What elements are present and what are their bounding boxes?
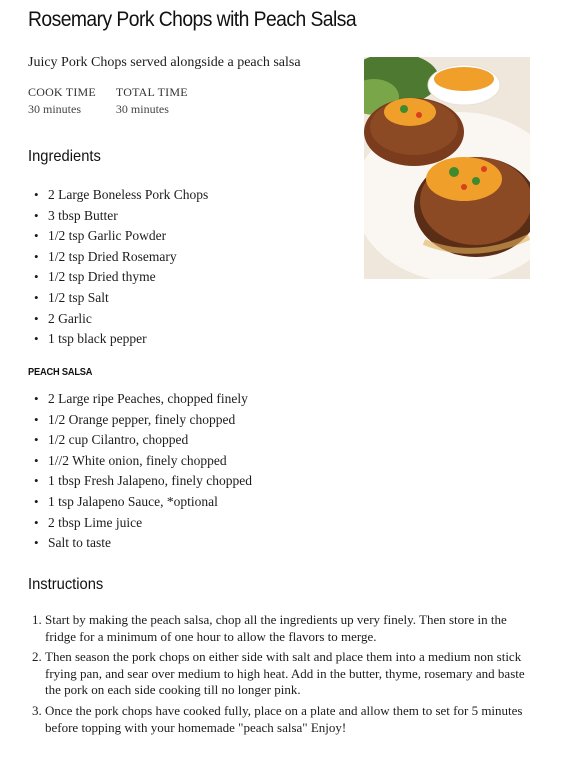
list-item: • 1/2 tsp Dried thyme bbox=[32, 267, 208, 288]
ingredients-list bbox=[32, 185, 208, 350]
instruction-step bbox=[28, 703, 528, 736]
list-item: • 1/2 cup Cilantro, chopped bbox=[32, 430, 252, 451]
peach-salsa-list bbox=[32, 389, 252, 554]
recipe-photo bbox=[364, 57, 530, 279]
recipe-title: Rosemary Pork Chops with Peach Salsa bbox=[28, 8, 357, 31]
list-item: • 1/2 tsp Salt bbox=[32, 288, 208, 309]
list-item: • 1 tsp black pepper bbox=[32, 329, 208, 350]
recipe-description: Juicy Pork Chops served alongside a peach salsa bbox=[28, 55, 301, 70]
instructions-heading: Instructions bbox=[28, 576, 104, 593]
step-text: Once the pork chops have cooked fully, place on a plate and allow them to set for 5 minutes before topping with your homemade "peach salsa" Enjoy! bbox=[45, 702, 523, 735]
step-text: Start by making the peach salsa, chop all the ingredients up very finely. Then store in the fridge for a minimum of one hour to allow the flavors to merge. bbox=[45, 612, 507, 644]
list-item: • 2 Garlic bbox=[32, 309, 208, 330]
step-number: 2. bbox=[32, 649, 42, 665]
cook-time-label: COOK TIME bbox=[28, 85, 96, 99]
list-item: • 1/2 tsp Dried Rosemary bbox=[32, 247, 208, 268]
list-item: • 2 Large ripe Peaches, chopped finely bbox=[32, 389, 252, 410]
step-number: 1. bbox=[32, 612, 42, 627]
list-item: • 2 tbsp Lime juice bbox=[32, 513, 252, 534]
list-item: • 1/2 Orange pepper, finely chopped bbox=[32, 410, 252, 431]
instructions-list bbox=[28, 612, 528, 740]
total-time bbox=[116, 85, 188, 117]
step-text: Then season the pork chops on either side with salt and place them into a medium non stick frying pan, and sear over medium to high heat. Add in the butter, thyme, rosemary and baste the pork on each side cooking till no longer pink. bbox=[45, 649, 525, 698]
ingredients-heading: Ingredients bbox=[28, 148, 101, 165]
step-number: 3. bbox=[32, 702, 42, 718]
pork-chop-photo bbox=[364, 57, 530, 279]
list-item: • Salt to taste bbox=[32, 533, 252, 554]
total-time-value: 30 minutes bbox=[115, 102, 169, 116]
list-item: • 3 tbsp Butter bbox=[32, 206, 208, 227]
recipe-times bbox=[28, 85, 188, 117]
total-time-label: TOTAL TIME bbox=[115, 85, 188, 99]
instruction-step bbox=[28, 612, 528, 645]
list-item: • 1 tsp Jalapeno Sauce, *optional bbox=[32, 492, 252, 513]
cook-time bbox=[28, 85, 96, 117]
list-item: • 1//2 White onion, finely chopped bbox=[32, 451, 252, 472]
list-item: • 1/2 tsp Garlic Powder bbox=[32, 226, 208, 247]
list-item: • 2 Large Boneless Pork Chops bbox=[32, 185, 208, 206]
cook-time-value: 30 minutes bbox=[28, 102, 81, 116]
peach-salsa-heading: PEACH SALSA bbox=[28, 366, 93, 378]
list-item: • 1 tbsp Fresh Jalapeno, finely chopped bbox=[32, 471, 252, 492]
instruction-step bbox=[28, 649, 528, 699]
